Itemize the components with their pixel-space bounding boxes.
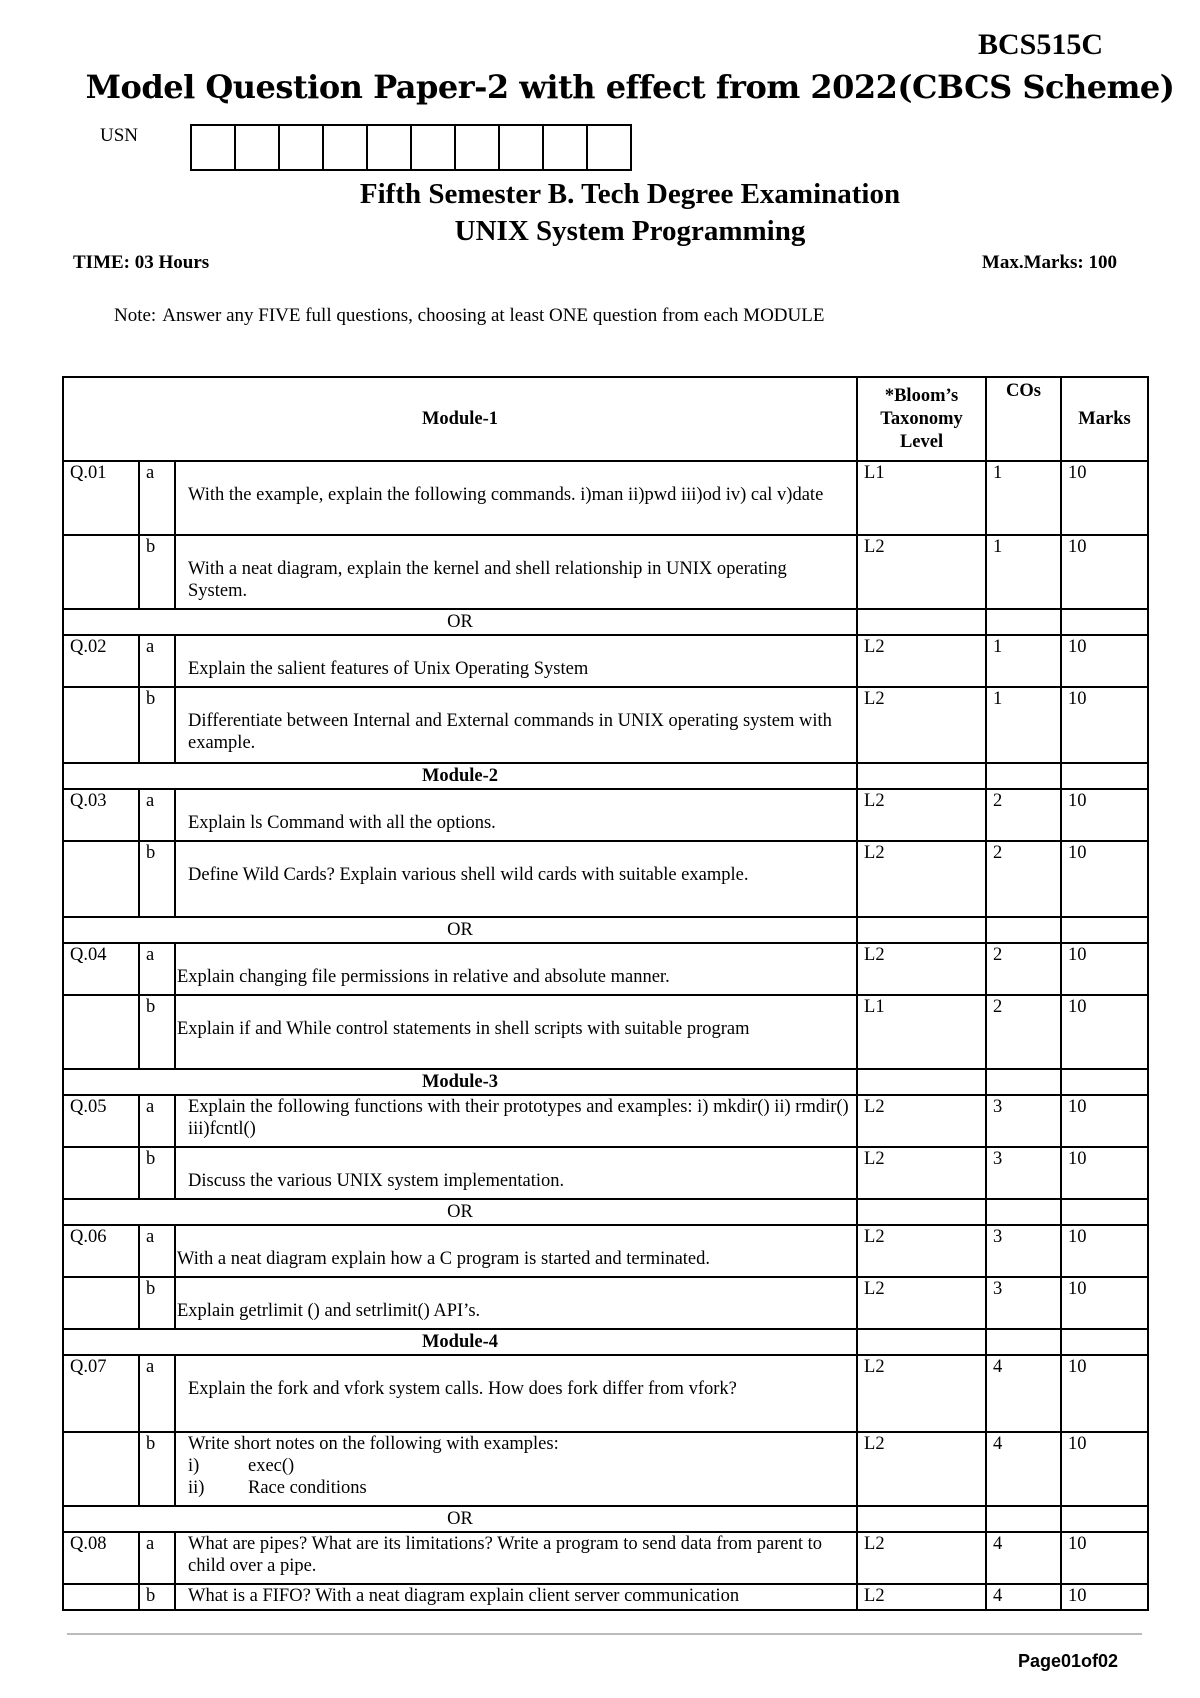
marks: 10 — [1061, 1225, 1148, 1277]
co: 1 — [986, 687, 1061, 763]
note-label: Note: — [114, 305, 157, 326]
blooms-level: L1 — [857, 995, 986, 1069]
question-text — [175, 1432, 857, 1506]
table-row — [63, 461, 1148, 535]
question-part: b — [139, 1432, 175, 1506]
table-row — [63, 943, 1148, 995]
table-row — [63, 1432, 1148, 1506]
question-part: a — [139, 1095, 175, 1147]
table-row — [63, 535, 1148, 609]
or-label: OR — [63, 1199, 857, 1225]
co: 1 — [986, 635, 1061, 687]
co: 4 — [986, 1584, 1061, 1610]
or-label: OR — [63, 609, 857, 635]
usn-boxes — [190, 124, 632, 171]
question-part: a — [139, 635, 175, 687]
co: 2 — [986, 943, 1061, 995]
marks: 10 — [1061, 1355, 1148, 1432]
or-row — [63, 917, 1148, 943]
instructions-note — [114, 305, 824, 327]
marks: 10 — [1061, 789, 1148, 841]
question-part: b — [139, 1584, 175, 1610]
marks: 10 — [1061, 635, 1148, 687]
blooms-level: L2 — [857, 535, 986, 609]
paper-title: Model Question Paper-2 with effect from 2022(CBCS Scheme) — [85, 68, 1175, 106]
table-row — [63, 789, 1148, 841]
or-label: OR — [63, 917, 857, 943]
co: 4 — [986, 1355, 1061, 1432]
co: 1 — [986, 535, 1061, 609]
question-text: With a neat diagram, explain the kernel and shell relationship in UNIX operating System. — [175, 535, 857, 609]
marks: 10 — [1061, 1147, 1148, 1199]
question-text: Explain changing file permissions in relative and absolute manner. — [175, 943, 857, 995]
question-text: Explain the salient features of Unix Operating System — [175, 635, 857, 687]
question-part: a — [139, 1355, 175, 1432]
question-part: b — [139, 535, 175, 609]
usn-box — [544, 126, 588, 169]
time-allowed: TIME: 03 Hours — [73, 252, 210, 273]
sub-item-text: Race conditions — [248, 1478, 367, 1498]
sub-item-number: ii) — [188, 1478, 205, 1498]
marks-heading: Marks — [1061, 377, 1148, 461]
question-text: With a neat diagram explain how a C program is started and terminated. — [175, 1225, 857, 1277]
module-label: Module-2 — [63, 763, 857, 789]
table-row — [63, 1355, 1148, 1432]
usn-box — [236, 126, 280, 169]
question-number: Q.05 — [63, 1095, 139, 1147]
or-row — [63, 609, 1148, 635]
question-number — [63, 1147, 139, 1199]
question-number — [63, 1277, 139, 1329]
co: 4 — [986, 1532, 1061, 1584]
co: 1 — [986, 461, 1061, 535]
question-part: b — [139, 1277, 175, 1329]
blooms-level: L2 — [857, 687, 986, 763]
sub-item-text: exec() — [248, 1456, 295, 1476]
blooms-level: L2 — [857, 1225, 986, 1277]
question-number: Q.02 — [63, 635, 139, 687]
marks: 10 — [1061, 687, 1148, 763]
question-text: With the example, explain the following commands. i)man ii)pwd iii)od iv) cal v)date — [175, 461, 857, 535]
table-row — [63, 1147, 1148, 1199]
table-row — [63, 1584, 1148, 1610]
table-row — [63, 687, 1148, 763]
page-number: Page01of02 — [1017, 1651, 1118, 1671]
question-number: Q.04 — [63, 943, 139, 995]
note-text: Answer any FIVE full questions, choosing at least ONE question from each MODULE — [162, 305, 825, 326]
blooms-level: L2 — [857, 1432, 986, 1506]
question-text: Explain getrlimit () and setrlimit() API’s. — [175, 1277, 857, 1329]
question-part: b — [139, 841, 175, 917]
question-text: Define Wild Cards? Explain various shell wild cards with suitable example. — [175, 841, 857, 917]
co: 3 — [986, 1277, 1061, 1329]
question-part: a — [139, 789, 175, 841]
question-number: Q.03 — [63, 789, 139, 841]
usn-box — [500, 126, 544, 169]
module-heading: Module-1 — [63, 377, 857, 461]
co: 3 — [986, 1147, 1061, 1199]
sub-list — [188, 1455, 850, 1499]
question-number: Q.08 — [63, 1532, 139, 1584]
module-label: Module-3 — [63, 1069, 857, 1095]
module-row — [63, 1329, 1148, 1355]
blooms-level: L2 — [857, 1095, 986, 1147]
marks: 10 — [1061, 1432, 1148, 1506]
marks: 10 — [1061, 461, 1148, 535]
usn-label: USN — [100, 125, 139, 146]
question-text: What are pipes? What are its limitations? Write a program to send data from parent to child over a pipe. — [175, 1532, 857, 1584]
blooms-level: L1 — [857, 461, 986, 535]
question-text: Explain the following functions with their prototypes and examples: i) mkdir() ii) rmdir() iii)fcntl() — [175, 1095, 857, 1147]
question-text: Explain if and While control statements in shell scripts with suitable program — [175, 995, 857, 1069]
blooms-level: L2 — [857, 1277, 986, 1329]
co: 2 — [986, 841, 1061, 917]
table-row — [63, 1095, 1148, 1147]
question-text: Explain the fork and vfork system calls. How does fork differ from vfork? — [175, 1355, 857, 1432]
question-part: b — [139, 995, 175, 1069]
blooms-level: L2 — [857, 789, 986, 841]
table-row — [63, 841, 1148, 917]
subject-title: UNIX System Programming — [454, 215, 806, 247]
marks: 10 — [1061, 1584, 1148, 1610]
or-row — [63, 1199, 1148, 1225]
cos-heading: COs — [986, 377, 1061, 461]
marks: 10 — [1061, 943, 1148, 995]
question-number — [63, 841, 139, 917]
co: 2 — [986, 789, 1061, 841]
question-number — [63, 535, 139, 609]
marks: 10 — [1061, 995, 1148, 1069]
question-part: a — [139, 461, 175, 535]
module-row — [63, 763, 1148, 789]
blooms-level: L2 — [857, 635, 986, 687]
question-number — [63, 687, 139, 763]
co: 3 — [986, 1095, 1061, 1147]
table-row — [63, 635, 1148, 687]
question-part: a — [139, 943, 175, 995]
usn-box — [324, 126, 368, 169]
question-number: Q.01 — [63, 461, 139, 535]
table-row — [63, 1225, 1148, 1277]
co: 3 — [986, 1225, 1061, 1277]
sub-item-number: i) — [188, 1456, 200, 1476]
question-text-main: Write short notes on the following with examples: — [188, 1434, 559, 1454]
question-number — [63, 995, 139, 1069]
blooms-level: L2 — [857, 1584, 986, 1610]
question-part: a — [139, 1532, 175, 1584]
question-part: a — [139, 1225, 175, 1277]
or-row — [63, 1506, 1148, 1532]
module-label: Module-4 — [63, 1329, 857, 1355]
co: 2 — [986, 995, 1061, 1069]
table-header-row — [63, 377, 1148, 461]
module-row — [63, 1069, 1148, 1095]
question-table — [62, 376, 1149, 1611]
usn-box — [588, 126, 630, 169]
or-label: OR — [63, 1506, 857, 1532]
max-marks: Max.Marks: 100 — [981, 252, 1117, 273]
question-number: Q.07 — [63, 1355, 139, 1432]
blooms-level: L2 — [857, 1532, 986, 1584]
blooms-level: L2 — [857, 943, 986, 995]
course-code: BCS515C — [977, 28, 1103, 61]
question-number — [63, 1432, 139, 1506]
question-number — [63, 1584, 139, 1610]
question-text: Discuss the various UNIX system implementation. — [175, 1147, 857, 1199]
question-text: Explain ls Command with all the options. — [175, 789, 857, 841]
usn-box — [412, 126, 456, 169]
footer-divider — [67, 1633, 1142, 1635]
question-part: b — [139, 687, 175, 763]
co: 4 — [986, 1432, 1061, 1506]
usn-box — [368, 126, 412, 169]
usn-box — [280, 126, 324, 169]
table-row — [63, 1277, 1148, 1329]
marks: 10 — [1061, 1095, 1148, 1147]
question-number: Q.06 — [63, 1225, 139, 1277]
usn-box — [456, 126, 500, 169]
blooms-level: L2 — [857, 1355, 986, 1432]
blooms-level: L2 — [857, 841, 986, 917]
blooms-heading: *Bloom’s Taxonomy Level — [857, 377, 986, 461]
question-text: Differentiate between Internal and External commands in UNIX operating system with example. — [175, 687, 857, 763]
question-part: b — [139, 1147, 175, 1199]
table-row — [63, 995, 1148, 1069]
question-text: What is a FIFO? With a neat diagram explain client server communication — [175, 1584, 857, 1610]
usn-box — [192, 126, 236, 169]
marks: 10 — [1061, 841, 1148, 917]
exam-title: Fifth Semester B. Tech Degree Examination — [359, 178, 901, 210]
marks: 10 — [1061, 1277, 1148, 1329]
table-row — [63, 1532, 1148, 1584]
blooms-level: L2 — [857, 1147, 986, 1199]
marks: 10 — [1061, 535, 1148, 609]
marks: 10 — [1061, 1532, 1148, 1584]
